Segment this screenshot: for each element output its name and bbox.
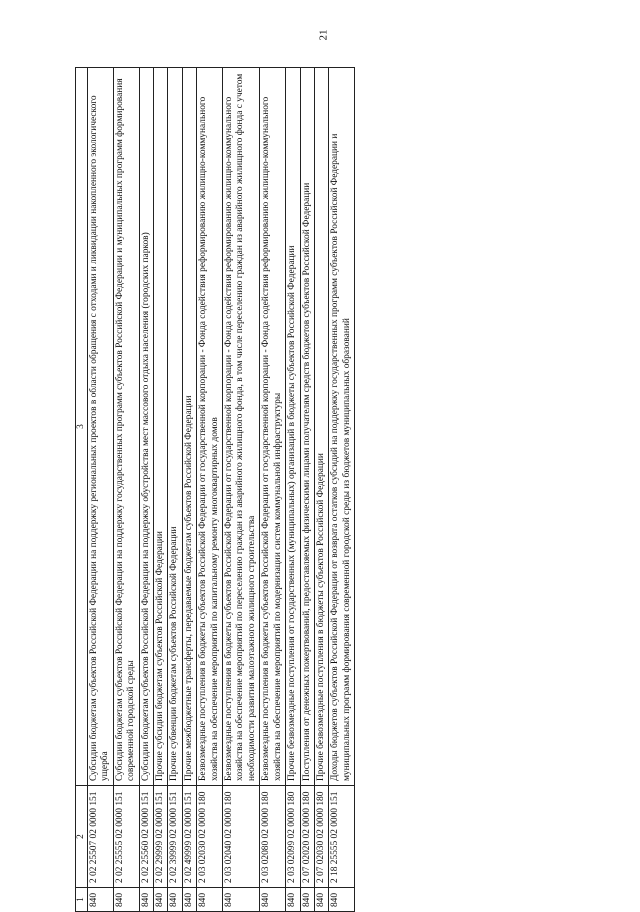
income-name-cell: Прочие межбюджетные трансферты, передаваемые бюджетам субъектов Российской Федерации <box>182 68 196 786</box>
table-row <box>182 68 196 912</box>
admin-code-cell: 840 <box>154 888 168 912</box>
income-code-cell: 2 02 29999 02 0000 151 <box>154 786 168 888</box>
income-name-cell: Прочие безвозмездные поступления от государственных (муниципальных) организаций в бюджеты субъектов Российской Федерации <box>286 68 300 786</box>
income-code-cell: 2 07 02030 02 0000 180 <box>314 786 328 888</box>
table-row <box>197 68 223 912</box>
admin-code-cell: 840 <box>182 888 196 912</box>
rotated-table-frame <box>75 67 558 912</box>
income-name-cell: Безвозмездные поступления в бюджеты субъектов Российской Федерации от государственной корпорации - Фонда содействия реформированию жилищно-коммунального хозяйства на обеспечение мероприятий по капитальному ремонту многоквартирных домов <box>197 68 223 786</box>
income-name-cell: Субсидии бюджетам субъектов Российской Федерации на поддержку государственных программ субъектов Российской Федерации и муниципальных программ формирования современной городской среды <box>113 68 139 786</box>
admin-code-cell: 840 <box>88 888 114 912</box>
admin-code-cell: 840 <box>286 888 300 912</box>
income-name-cell: Прочие субсидии бюджетам субъектов Российской Федерации <box>154 68 168 786</box>
income-code-cell: 2 18 25555 02 0000 151 <box>329 786 355 888</box>
admin-code-cell: 840 <box>223 888 260 912</box>
income-name-cell: Безвозмездные поступления в бюджеты субъектов Российской Федерации от государственной корпорации - Фонда содействия реформированию жилищно-коммунального хозяйства на обеспечение мероприятий по переселению граждан из аварийного жилищного фонда, в том числе переселению граждан из аварийного жилищного фонда с учетом необходимости развития малоэтажного жилищного строительства <box>223 68 260 786</box>
admin-code-cell: 840 <box>113 888 139 912</box>
page-number: 21 <box>317 29 329 41</box>
income-code-cell: 2 03 02030 02 0000 180 <box>197 786 223 888</box>
income-code-cell: 2 03 02040 02 0000 180 <box>223 786 260 888</box>
income-name-cell: Прочие безвозмездные поступления в бюджеты субъектов Российской Федерации <box>314 68 328 786</box>
admin-code-cell: 840 <box>314 888 328 912</box>
income-codes-table <box>75 67 355 912</box>
income-code-cell: 2 03 02099 02 0000 180 <box>286 786 300 888</box>
table-row <box>223 68 260 912</box>
admin-code-cell: 840 <box>197 888 223 912</box>
header-col-3: 3 <box>76 68 88 786</box>
income-name-cell: Поступления от денежных пожертвований, предоставляемых физическими лицами получателям средств бюджетов субъектов Российской Федерации <box>300 68 314 786</box>
income-name-cell: Безвозмездные поступления в бюджеты субъектов Российской Федерации от государственной корпорации - Фонда содействия реформированию жилищно-коммунального хозяйства на обеспечение мероприятий по модернизации систем коммунальной инфраструктуры <box>260 68 286 786</box>
income-name-cell: Прочие субвенции бюджетам субъектов Российской Федерации <box>168 68 182 786</box>
income-name-cell: Доходы бюджетов субъектов Российской Федерации от возврата остатков субсидий на поддержку государственных программ субъектов Российской Федерации и муниципальных программ формирования современной городской среды из бюджетов муниципальных образований <box>329 68 355 786</box>
income-code-cell: 2 02 49999 02 0000 151 <box>182 786 196 888</box>
table-header-row <box>76 68 88 912</box>
table-body <box>88 68 355 912</box>
income-code-cell: 2 02 25560 02 0000 151 <box>139 786 153 888</box>
admin-code-cell: 840 <box>329 888 355 912</box>
table-row <box>286 68 300 912</box>
table-row <box>314 68 328 912</box>
admin-code-cell: 840 <box>168 888 182 912</box>
table-row <box>300 68 314 912</box>
income-code-cell: 2 02 25507 02 0000 151 <box>88 786 114 888</box>
income-name-cell: Субсидии бюджетам субъектов Российской Федерации на поддержку обустройства мест массового отдыха населения (городских парков) <box>139 68 153 786</box>
income-code-cell: 2 07 02020 02 0000 180 <box>300 786 314 888</box>
table-row <box>329 68 355 912</box>
income-code-cell: 2 02 25555 02 0000 151 <box>113 786 139 888</box>
table-row <box>168 68 182 912</box>
table-row <box>113 68 139 912</box>
income-code-cell: 2 03 02080 02 0000 180 <box>260 786 286 888</box>
header-col-2: 2 <box>76 786 88 888</box>
admin-code-cell: 840 <box>260 888 286 912</box>
admin-code-cell: 840 <box>300 888 314 912</box>
header-col-1: 1 <box>76 888 88 912</box>
income-code-cell: 2 02 39999 02 0000 151 <box>168 786 182 888</box>
table-row <box>88 68 114 912</box>
table-row <box>139 68 153 912</box>
table-row <box>154 68 168 912</box>
income-name-cell: Субсидии бюджетам субъектов Российской Федерации на поддержку региональных проектов в области обращения с отходами и ликвидации накопленного экологического ущерба <box>88 68 114 786</box>
admin-code-cell: 840 <box>139 888 153 912</box>
table-row <box>260 68 286 912</box>
